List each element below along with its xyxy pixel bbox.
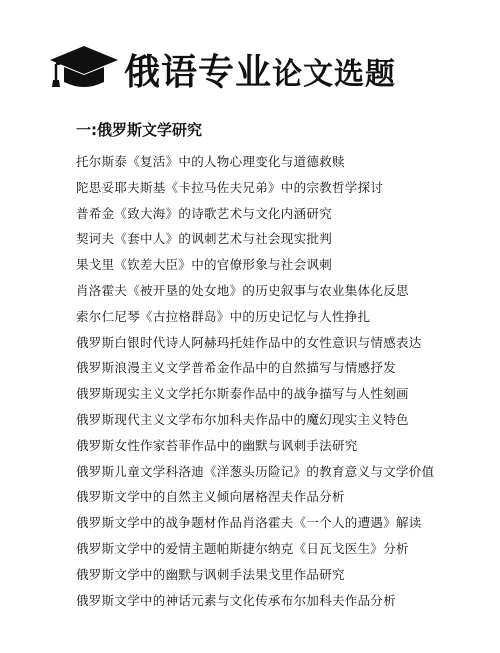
topic-section — [76, 119, 476, 613]
title-sub: 论文选题 — [272, 57, 397, 92]
topic-item: 俄罗斯儿童文学科洛迪《洋葱头历险记》的教育意义与文学价值 — [76, 463, 435, 479]
topic-item: 俄罗斯现实主义文学托尔斯泰作品中的战争描写与人性刻画 — [76, 386, 409, 402]
topic-item: 索尔仁尼琴《古拉格群岛》中的历史记忆与人性挣扎 — [76, 308, 371, 324]
topic-item: 俄罗斯文学中的爱情主题帕斯捷尔纳克《日瓦戈医生》分析 — [76, 540, 409, 556]
topic-item: 俄罗斯女性作家苔菲作品中的幽默与讽刺手法研究 — [76, 437, 358, 453]
topic-item: 俄罗斯现代主义文学布尔加科夫作品中的魔幻现实主义特色 — [76, 411, 409, 427]
page-title — [124, 44, 396, 95]
section-heading: 一:俄罗斯文学研究 — [76, 121, 202, 139]
topic-item: 俄罗斯文学中的神话元素与文化传承布尔加科夫作品分析 — [76, 592, 397, 608]
topic-item: 俄罗斯文学中的自然主义倾向屠格涅夫作品分析 — [76, 489, 345, 505]
topic-item: 俄罗斯浪漫主义文学普希金作品中的自然描写与情感抒发 — [76, 360, 397, 376]
topic-item: 契诃夫《套中人》的讽刺艺术与社会现实批判 — [76, 231, 333, 247]
topic-item: 普希金《致大海》的诗歌艺术与文化内涵研究 — [76, 205, 333, 221]
topic-item: 果戈里《钦差大臣》中的官僚形象与社会讽刺 — [76, 257, 333, 273]
topic-item: 肖洛霍夫《被开垦的处女地》的历史叙事与农业集体化反思 — [76, 282, 409, 298]
topic-item: 俄罗斯白银时代诗人阿赫玛托娃作品中的女性意识与情感表达 — [76, 334, 422, 350]
topic-item: 陀思妥耶夫斯基《卡拉马佐夫兄弟》中的宗教哲学探讨 — [76, 179, 384, 195]
topic-list — [76, 149, 476, 613]
topic-item: 俄罗斯文学中的幽默与讽刺手法果戈里作品研究 — [76, 566, 345, 582]
page-header — [48, 40, 468, 100]
graduation-cap-icon — [48, 40, 120, 100]
title-main: 俄语专业 — [124, 52, 273, 93]
topic-item: 托尔斯泰《复活》中的人物心理变化与道德救赎 — [76, 154, 345, 169]
topic-item: 俄罗斯文学中的战争题材作品肖洛霍夫《一个人的遭遇》解读 — [76, 515, 422, 531]
